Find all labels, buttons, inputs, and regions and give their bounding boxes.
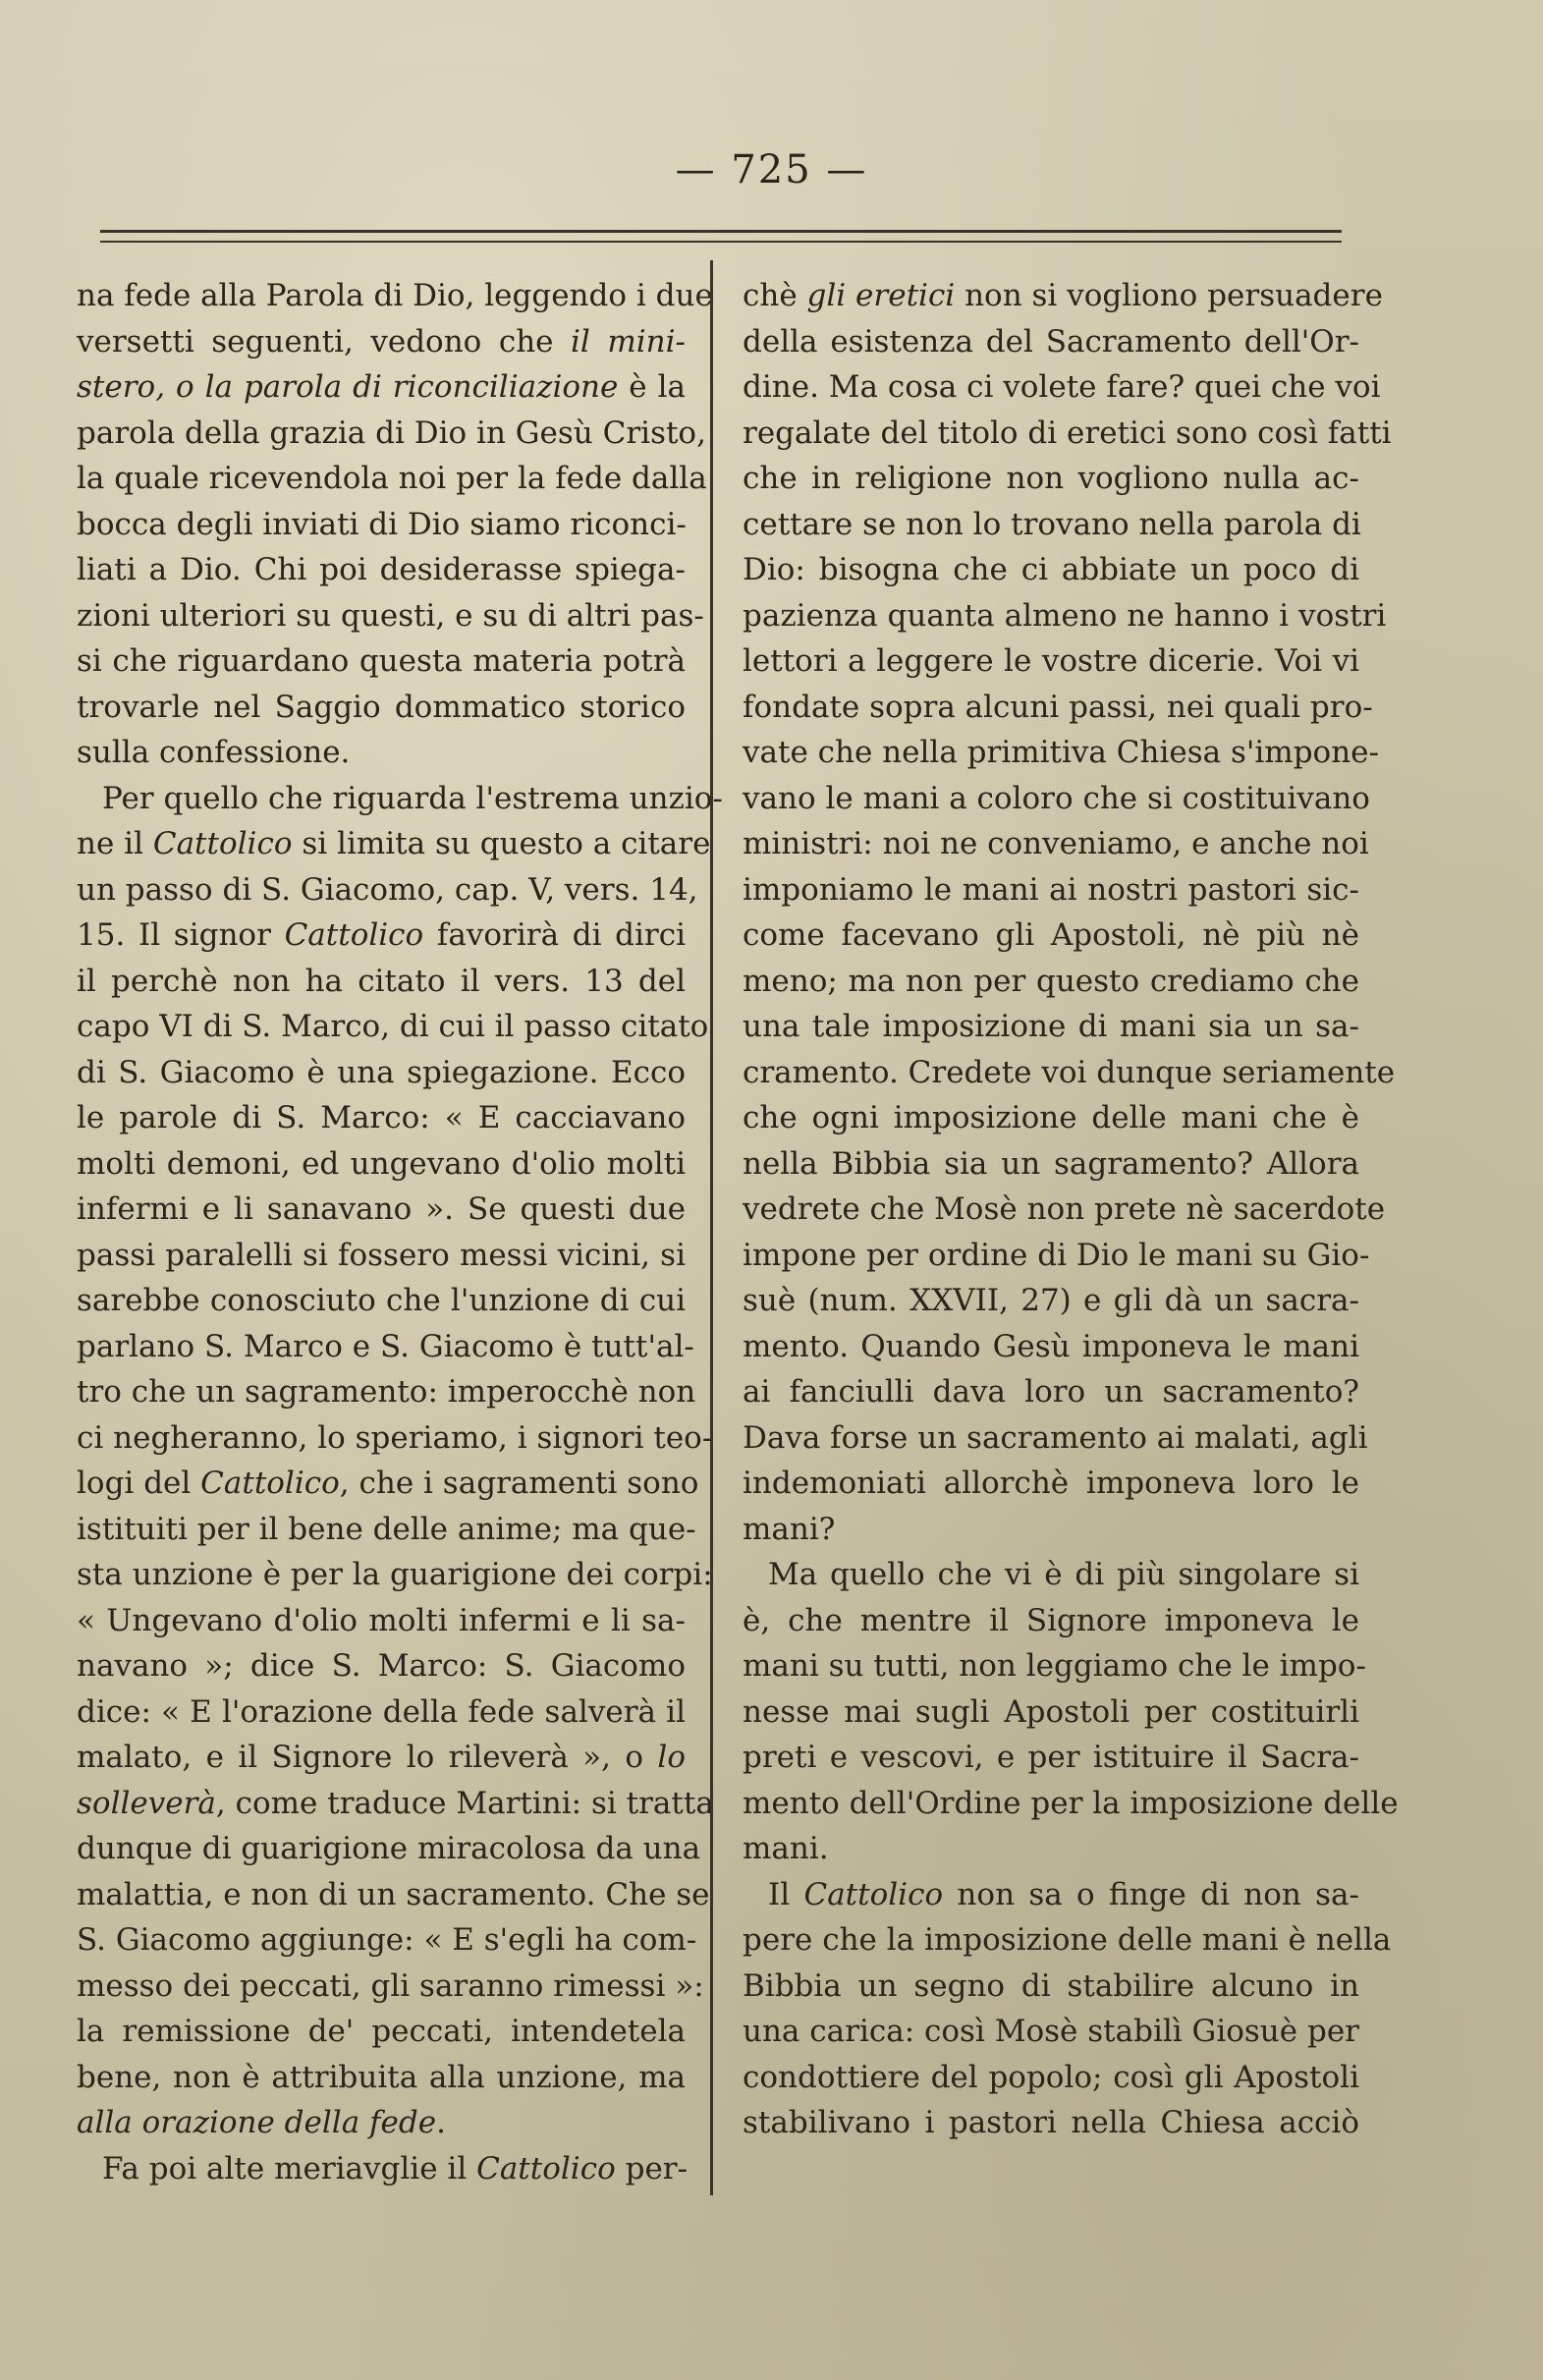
text-line bbox=[77, 2055, 686, 2101]
text-line bbox=[77, 411, 706, 457]
header-double-rule bbox=[100, 230, 1342, 243]
text-line bbox=[743, 959, 1359, 1005]
text-line bbox=[743, 730, 1379, 776]
text-line bbox=[743, 1826, 1359, 1872]
text-line bbox=[77, 273, 713, 319]
text-run: vate che nella primitiva Chiesa s'impone- bbox=[743, 735, 1379, 770]
text-run: un passo di S. Giacomo, cap. V, vers. 14, bbox=[77, 871, 698, 908]
italic-text: Cattolico bbox=[200, 1466, 340, 1501]
text-run: imponiamo le mani ai nostri pastori sic- bbox=[743, 871, 1359, 908]
text-run: bene, non è attribuita alla unzione, ma bbox=[77, 2059, 686, 2095]
text-run: che in religione non vogliono nulla ac- bbox=[743, 461, 1359, 496]
text-line bbox=[77, 1507, 696, 1553]
text-run: meno; ma non per questo crediamo che bbox=[743, 963, 1359, 999]
text-run: la quale ricevendola noi per la fede dalla bbox=[77, 461, 707, 496]
text-run: vedrete che Mosè non prete nè sacerdote bbox=[743, 1191, 1386, 1227]
text-line bbox=[77, 1415, 713, 1462]
text-run: malato, e il Signore lo rileverà », o bbox=[77, 1740, 658, 1775]
text-line bbox=[743, 1735, 1359, 1781]
text-run: si limita su questo a citare bbox=[292, 826, 711, 861]
text-line bbox=[77, 776, 723, 822]
text-run: logi del bbox=[77, 1466, 201, 1501]
text-run: impone per ordine di Dio le mani su Gio- bbox=[743, 1237, 1370, 1273]
text-line bbox=[743, 867, 1359, 913]
text-line bbox=[743, 1324, 1359, 1370]
text-line bbox=[77, 364, 686, 411]
text-line bbox=[77, 1643, 686, 1689]
text-line bbox=[77, 1552, 713, 1598]
text-run: condottiere del popolo; così gli Apostoli bbox=[743, 2059, 1359, 2095]
text-line bbox=[743, 1872, 1359, 1918]
text-run: vano le mani a coloro che si costituivano bbox=[743, 780, 1370, 816]
text-line bbox=[743, 1598, 1359, 1644]
text-run: Il bbox=[768, 1876, 804, 1912]
text-line bbox=[743, 776, 1370, 822]
text-line bbox=[77, 1917, 697, 1964]
text-run: è la bbox=[618, 369, 686, 405]
text-run: « Ungevano d'olio molti infermi e li sa- bbox=[77, 1602, 686, 1638]
italic-text: solleverà bbox=[77, 1785, 216, 1821]
text-run: mani? bbox=[743, 1511, 836, 1547]
text-line bbox=[77, 1324, 694, 1370]
text-line bbox=[77, 685, 686, 731]
text-line bbox=[77, 821, 711, 867]
text-run: sulla confessione. bbox=[77, 735, 351, 770]
text-run: Per quello che riguarda l'estrema unzio- bbox=[102, 780, 723, 816]
text-line bbox=[743, 913, 1359, 959]
text-line bbox=[77, 1735, 686, 1781]
text-run: non sa o finge di non sa- bbox=[943, 1876, 1360, 1912]
text-line bbox=[743, 2100, 1359, 2146]
text-line bbox=[743, 1964, 1359, 2010]
text-run: il perchè non ha citato il vers. 13 del bbox=[77, 963, 686, 999]
text-run: na fede alla Parola di Dio, leggendo i due bbox=[77, 278, 713, 313]
text-line bbox=[743, 1369, 1359, 1415]
text-run: preti e vescovi, e per istituire il Sacra- bbox=[743, 1740, 1359, 1775]
text-run: chè bbox=[743, 278, 807, 313]
text-line bbox=[77, 1141, 686, 1188]
text-line bbox=[743, 1552, 1359, 1598]
text-run: non si vogliono persuadere bbox=[955, 278, 1383, 313]
text-run: pazienza quanta almeno ne hanno i vostri bbox=[743, 597, 1387, 634]
text-line bbox=[743, 1050, 1396, 1096]
text-run: , come traduce Martini: si tratta bbox=[215, 1785, 714, 1821]
text-run: trovarle nel Saggio dommatico storico bbox=[77, 689, 686, 725]
text-run: è, che mentre il Signore imponeva le bbox=[743, 1602, 1359, 1638]
text-run: malattia, e non di un sacramento. Che se bbox=[77, 1876, 710, 1912]
text-line bbox=[77, 1872, 710, 1918]
text-run: fondate sopra alcuni passi, nei quali pro- bbox=[743, 689, 1373, 725]
page-number: — 725 — bbox=[675, 147, 868, 193]
text-line bbox=[743, 502, 1359, 548]
text-line bbox=[77, 2146, 689, 2192]
text-line bbox=[77, 1689, 686, 1736]
italic-text: Cattolico bbox=[476, 2150, 616, 2186]
text-run: 15. Il signor bbox=[77, 917, 285, 953]
text-run: suè (num. XXVII, 27) e gli dà un sacra- bbox=[743, 1283, 1359, 1318]
text-run: . bbox=[436, 2105, 446, 2140]
text-line bbox=[743, 1233, 1370, 1279]
text-line bbox=[743, 364, 1381, 411]
left-column bbox=[77, 273, 723, 2191]
text-run: tro che un sagramento: imperocchè non bbox=[77, 1374, 696, 1410]
text-run: stabilivano i pastori nella Chiesa acciò bbox=[743, 2105, 1359, 2140]
text-run: che ogni imposizione delle mani che è bbox=[743, 1100, 1359, 1135]
text-line bbox=[77, 1187, 686, 1233]
text-run: come facevano gli Apostoli, nè più nè bbox=[743, 917, 1359, 953]
text-run: regalate del titolo di eretici sono così fatti bbox=[743, 415, 1392, 451]
text-run: dice: « E l'orazione della fede salverà il bbox=[77, 1693, 686, 1730]
text-run: infermi e li sanavano ». Se questi due bbox=[77, 1191, 686, 1227]
text-run: Bibbia un segno di stabilire alcuno in bbox=[743, 1967, 1359, 2004]
text-line bbox=[743, 1689, 1359, 1736]
text-line bbox=[743, 593, 1387, 639]
text-run: sarebbe conosciuto che l'unzione di cui bbox=[77, 1283, 686, 1318]
italic-text: alla orazione della fede bbox=[77, 2105, 437, 2140]
text-line bbox=[77, 319, 686, 365]
text-run: ministri: noi ne conveniamo, e anche noi bbox=[743, 826, 1369, 861]
text-line bbox=[743, 1187, 1386, 1233]
text-line bbox=[77, 1095, 686, 1141]
text-line bbox=[77, 456, 707, 502]
text-run: di S. Giacomo è una spiegazione. Ecco bbox=[77, 1054, 686, 1090]
text-run: parola della grazia di Dio in Gesù Cristo, bbox=[77, 415, 706, 451]
text-run: pere che la imposizione delle mani è nella bbox=[743, 1922, 1392, 1958]
column-divider bbox=[710, 260, 713, 2195]
italic-text: Cattolico bbox=[284, 917, 424, 953]
text-run: ne il bbox=[77, 826, 153, 861]
text-run: versetti seguenti, vedono che bbox=[77, 323, 571, 360]
text-run: capo VI di S. Marco, di cui il passo citato bbox=[77, 1009, 709, 1044]
text-line bbox=[77, 1598, 686, 1644]
text-run: zioni ulteriori su questi, e su di altri pas- bbox=[77, 597, 704, 634]
text-run: indemoniati allorchè imponeva loro le bbox=[743, 1466, 1359, 1501]
text-run: mani. bbox=[743, 1831, 829, 1866]
text-line bbox=[743, 547, 1359, 593]
text-run: sta unzione è per la guarigione dei corpi: bbox=[77, 1557, 713, 1592]
text-line bbox=[743, 1415, 1368, 1462]
text-run: ci negheranno, lo speriamo, i signori teo- bbox=[77, 1419, 713, 1456]
text-line bbox=[743, 1781, 1399, 1827]
italic-text: Cattolico bbox=[152, 826, 293, 861]
text-line bbox=[743, 1507, 1359, 1553]
italic-text: gli eretici bbox=[806, 278, 956, 313]
text-run: parlano S. Marco e S. Giacomo è tutt'al- bbox=[77, 1328, 694, 1364]
text-run: mani su tutti, non leggiamo che le impo- bbox=[743, 1648, 1366, 1684]
text-run: una tale imposizione di mani sia un sa- bbox=[743, 1009, 1359, 1044]
text-run: , che i sagramenti sono bbox=[339, 1466, 699, 1501]
text-run: liati a Dio. Chi poi desiderasse spiega- bbox=[77, 552, 686, 587]
text-run: favorirà di dirci bbox=[423, 917, 686, 953]
text-line bbox=[743, 1917, 1392, 1964]
text-run: navano »; dice S. Marco: S. Giacomo bbox=[77, 1648, 686, 1684]
right-column bbox=[743, 273, 1399, 2146]
text-line bbox=[77, 1278, 686, 1324]
text-line bbox=[77, 867, 698, 913]
text-run: cettare se non lo trovano nella parola di bbox=[743, 506, 1361, 542]
text-run: per- bbox=[615, 2150, 689, 2186]
text-run: Fa poi alte meriavglie il bbox=[102, 2150, 477, 2186]
italic-text: Cattolico bbox=[803, 1876, 944, 1912]
italic-text: il mini- bbox=[571, 323, 686, 360]
text-run: della esistenza del Sacramento dell'Or- bbox=[743, 323, 1359, 360]
text-line bbox=[77, 1050, 686, 1096]
text-run: mento. Quando Gesù imponeva le mani bbox=[743, 1328, 1359, 1364]
text-line bbox=[743, 411, 1392, 457]
text-line bbox=[743, 319, 1359, 365]
text-line bbox=[743, 1461, 1359, 1507]
italic-text: lo bbox=[657, 1740, 686, 1775]
text-line bbox=[77, 959, 686, 1005]
text-line bbox=[77, 502, 686, 548]
text-run: passi paralelli si fossero messi vicini, si bbox=[77, 1237, 686, 1273]
text-run: le parole di S. Marco: « E cacciavano bbox=[77, 1100, 686, 1135]
text-line bbox=[77, 1461, 699, 1507]
text-run: la remissione de' peccati, intendetela bbox=[77, 2014, 686, 2049]
text-line bbox=[77, 730, 686, 776]
text-line bbox=[743, 685, 1373, 731]
text-line bbox=[77, 1004, 709, 1050]
text-line bbox=[743, 1095, 1359, 1141]
text-line bbox=[77, 1964, 704, 2010]
text-run: nella Bibbia sia un sagramento? Allora bbox=[743, 1145, 1359, 1182]
text-run: cramento. Credete voi dunque seriamente bbox=[743, 1054, 1396, 1090]
text-run: lettori a leggere le vostre dicerie. Voi vi bbox=[743, 643, 1359, 679]
text-line bbox=[77, 638, 686, 685]
text-line bbox=[77, 913, 686, 959]
text-line bbox=[77, 1369, 696, 1415]
text-line bbox=[743, 821, 1369, 867]
text-line bbox=[743, 1643, 1366, 1689]
text-run: istituiti per il bene delle anime; ma que- bbox=[77, 1511, 696, 1547]
text-line bbox=[77, 593, 704, 639]
text-line bbox=[743, 638, 1359, 685]
text-run: una carica: così Mosè stabilì Giosuè per bbox=[743, 2014, 1359, 2049]
text-line bbox=[743, 273, 1383, 319]
text-line bbox=[743, 456, 1359, 502]
text-run: messo dei peccati, gli saranno rimessi »: bbox=[77, 1967, 704, 2004]
text-run: S. Giacomo aggiunge: « E s'egli ha com- bbox=[77, 1922, 697, 1958]
text-run: si che riguardano questa materia potrà bbox=[77, 643, 686, 679]
text-line bbox=[743, 1278, 1359, 1324]
text-line bbox=[77, 1233, 686, 1279]
text-line bbox=[743, 1004, 1359, 1050]
text-run: dunque di guarigione miracolosa da una bbox=[77, 1831, 701, 1866]
text-run: dine. Ma cosa ci volete fare? quei che voi bbox=[743, 369, 1381, 405]
text-line bbox=[77, 1781, 714, 1827]
italic-text: stero, o la parola di riconciliazione bbox=[77, 369, 619, 405]
text-run: bocca degli inviati di Dio siamo riconci- bbox=[77, 506, 687, 542]
text-run: mento dell'Ordine per la imposizione delle bbox=[743, 1785, 1399, 1821]
text-line bbox=[77, 547, 686, 593]
text-run: Dio: bisogna che ci abbiate un poco di bbox=[743, 552, 1359, 587]
text-run: Dava forse un sacramento ai malati, agli bbox=[743, 1419, 1368, 1456]
text-line bbox=[743, 2055, 1359, 2101]
text-run: ai fanciulli dava loro un sacramento? bbox=[743, 1374, 1359, 1410]
text-line bbox=[77, 2100, 686, 2146]
text-line bbox=[77, 2009, 686, 2055]
text-run: molti demoni, ed ungevano d'olio molti bbox=[77, 1145, 686, 1182]
text-run: nesse mai sugli Apostoli per costituirli bbox=[743, 1693, 1359, 1730]
text-line bbox=[743, 2009, 1359, 2055]
text-line bbox=[77, 1826, 701, 1872]
text-line bbox=[743, 1141, 1359, 1188]
text-run: Ma quello che vi è di più singolare si bbox=[768, 1557, 1359, 1592]
